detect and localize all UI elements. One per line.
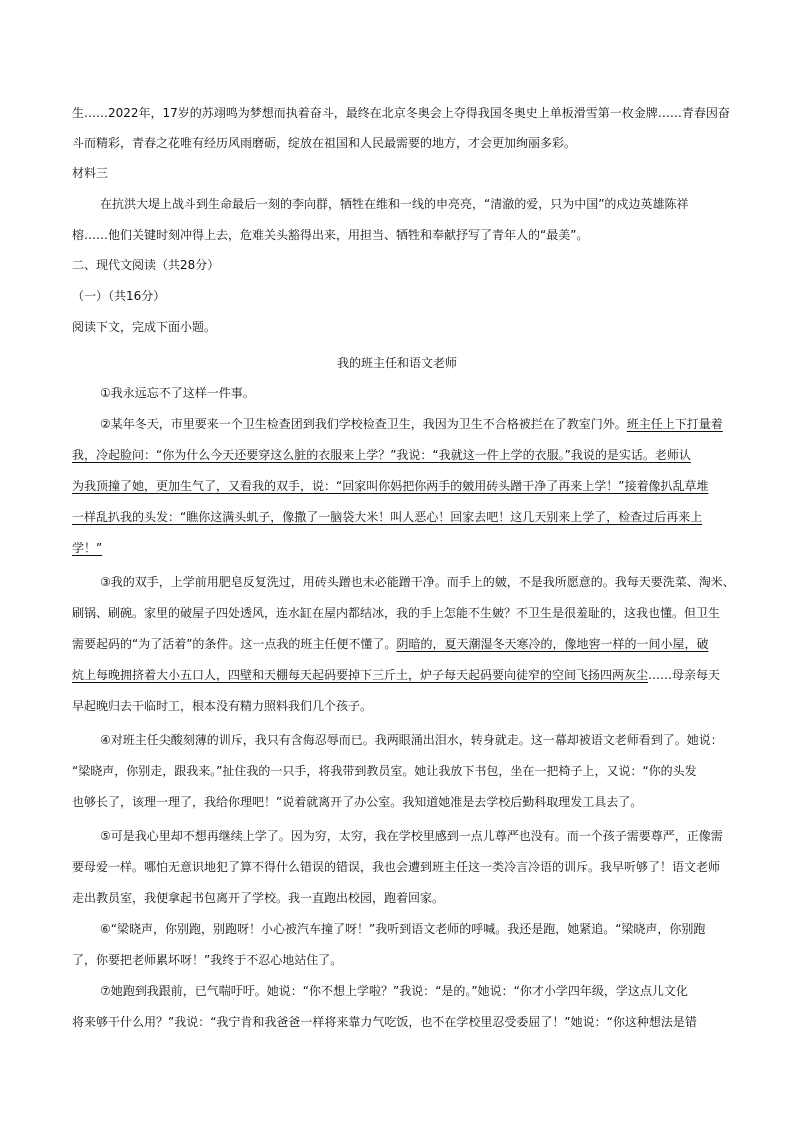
- paragraph-5-line-1: ⑤可是我心里却不想再继续上学了。因为穷，太穷，我在学校里感到一点儿尊严也没有。而一个孩子需要尊严，正像需: [100, 829, 723, 843]
- paragraph-2-underlined-4: 一样乱扒我的头发：“瞧你这满头虮子，像撒了一脑袋大米！叫人恶心！回家去吧！这几天别来上学了，检查过后再来上: [72, 510, 703, 524]
- paragraph-2-lead: ②某年冬天，市里要来一个卫生检查团到我们学校检查卫生，我因为卫生不合格被拦在了教室门外。: [100, 417, 627, 431]
- material3-line-2: 榕……他们关键时刻冲得上去，危难关头豁得出来，用担当、牺牲和奉献抒写了青年人的“最美”。: [72, 228, 589, 242]
- paragraph-2-underlined-2: 我，冷起脸问：“你为什么今天还要穿这么脏的衣服来上学？”我说：“我就这一件上学的衣服。”我说的是实话。老师认: [72, 448, 691, 462]
- material3-heading: 材料三: [72, 166, 109, 180]
- article-title: 我的班主任和语文老师: [336, 356, 457, 370]
- paragraph-4-line-3: 也够长了，该理一理了，我给你理吧！”说着就离开了办公室。我知道她准是去学校后勤科取理发工具去了。: [72, 795, 643, 809]
- instruction: 阅读下文，完成下面小题。: [72, 320, 217, 334]
- paragraph-2-underlined-1: 班主任上下打量着: [626, 417, 723, 431]
- paragraph-4-line-1: ④对班主任尖酸刻薄的训斥，我只有含侮忍辱而已。我两眼涌出泪水，转身就走。这一幕却被语文老师看到了。她说：: [100, 733, 723, 747]
- paragraph-3-line-4: [72, 668, 720, 682]
- paragraph-3-line-3: [72, 637, 708, 651]
- material3-line-1: 在抗洪大堤上战斗到生命最后一刻的李向群，牺牲在维和一线的申亮亮，“清澈的爱，只为中国”的戍边英雄陈祥: [100, 197, 689, 211]
- section2-heading: 二、现代文阅读（共28分）: [72, 258, 220, 272]
- intro-line-1: 生……2022年，17岁的苏翊鸣为梦想而执着奋斗，最终在北京冬奥会上夺得我国冬奥史上单板滑雪第一枚金牌……青春因奋: [72, 106, 730, 120]
- paragraph-3-line-2: 刷锅、刷碗。家里的破屋子四处透风，连水缸在屋内都结冰，我的手上怎能不生皴？不卫生是很羞耻的，这我也懂。但卫生: [72, 606, 721, 620]
- paragraph-5-line-3: 走出教员室，我便拿起书包离开了学校。我一直跑出校园，跑着回家。: [72, 891, 445, 905]
- paragraph-5-line-2: 要母爱一样。哪怕无意识地犯了算不得什么错误的错误，我也会遭到班主任这一类冷言冷语的训斥。我早听够了！语文老师: [72, 860, 721, 874]
- intro-line-2: 斗而精彩，青春之花唯有经历风雨磨砺，绽放在祖国和人民最需要的地方，才会更加绚丽多彩。: [72, 136, 577, 150]
- paragraph-1: ①我永远忘不了这样一件事。: [100, 386, 255, 400]
- part1-heading: （一）（共16分）: [72, 289, 166, 303]
- paragraph-4-line-2: “梁晓声，你别走，跟我来。”扯住我的一只手，将我带到教员室。她让我放下书包，坐在一把椅子上，又说：“你的头发: [72, 764, 697, 778]
- paragraph-3-underlined-2: 炕上每晚拥挤着大小五口人，四壁和天棚每天起码要掉下三斤土，炉子每天起码要向徒窄的空间飞扬四两灰尘: [72, 668, 649, 682]
- paragraph-6-line-1: ⑥“梁晓声，你别跑，别跑呀！小心被汽车撞了呀！”我听到语文老师的呼喊。我还是跑，她紧追。“梁晓声，你别跑: [100, 922, 706, 936]
- paragraph-7-line-1: ⑦她跑到我跟前，已气喘吁吁。她说：“你不想上学啦？”我说：“是的。”她说：“你才小学四年级，学这点儿文化: [100, 984, 688, 998]
- paragraph-3-line-1: ③我的双手，上学前用肥皂反复洗过，用砖头蹭也未必能蹭干净。而手上的皴，不是我所愿意的。我每天要洗菜、淘米、: [100, 575, 735, 589]
- paragraph-2-underlined-3: 为我顶撞了她，更加生气了，又看我的双手，说：“回家叫你妈把你两手的皴用砖头蹭干净了再来上学！”接着像扒乱草堆: [72, 479, 709, 493]
- paragraph-3-tail: ……母亲每天: [648, 668, 721, 682]
- paragraph-2-line-1: [100, 417, 723, 431]
- paragraph-3-underlined-1: 阴暗的，夏天潮湿冬天寒冷的，像地窖一样的一间小屋，破: [396, 637, 709, 651]
- paragraph-7-line-2: 将来够干什么用？”我说：“我宁肯和我爸爸一样将来靠力气吃饭，也不在学校里忍受委屈了！”她说：“你这种想法是错: [72, 1015, 697, 1029]
- paragraph-6-line-2: 了，你要把老师累坏呀！”我终于不忍心地站住了。: [72, 953, 343, 967]
- paragraph-2-underlined-5: 学！”: [72, 541, 103, 555]
- paragraph-3-line-5: 早起晚归去干临时工，根本没有精力照料我们几个孩子。: [72, 699, 373, 713]
- paragraph-3-plain: 需要起码的“为了活着”的条件。这一点我的班主任便不懂了。: [72, 637, 397, 651]
